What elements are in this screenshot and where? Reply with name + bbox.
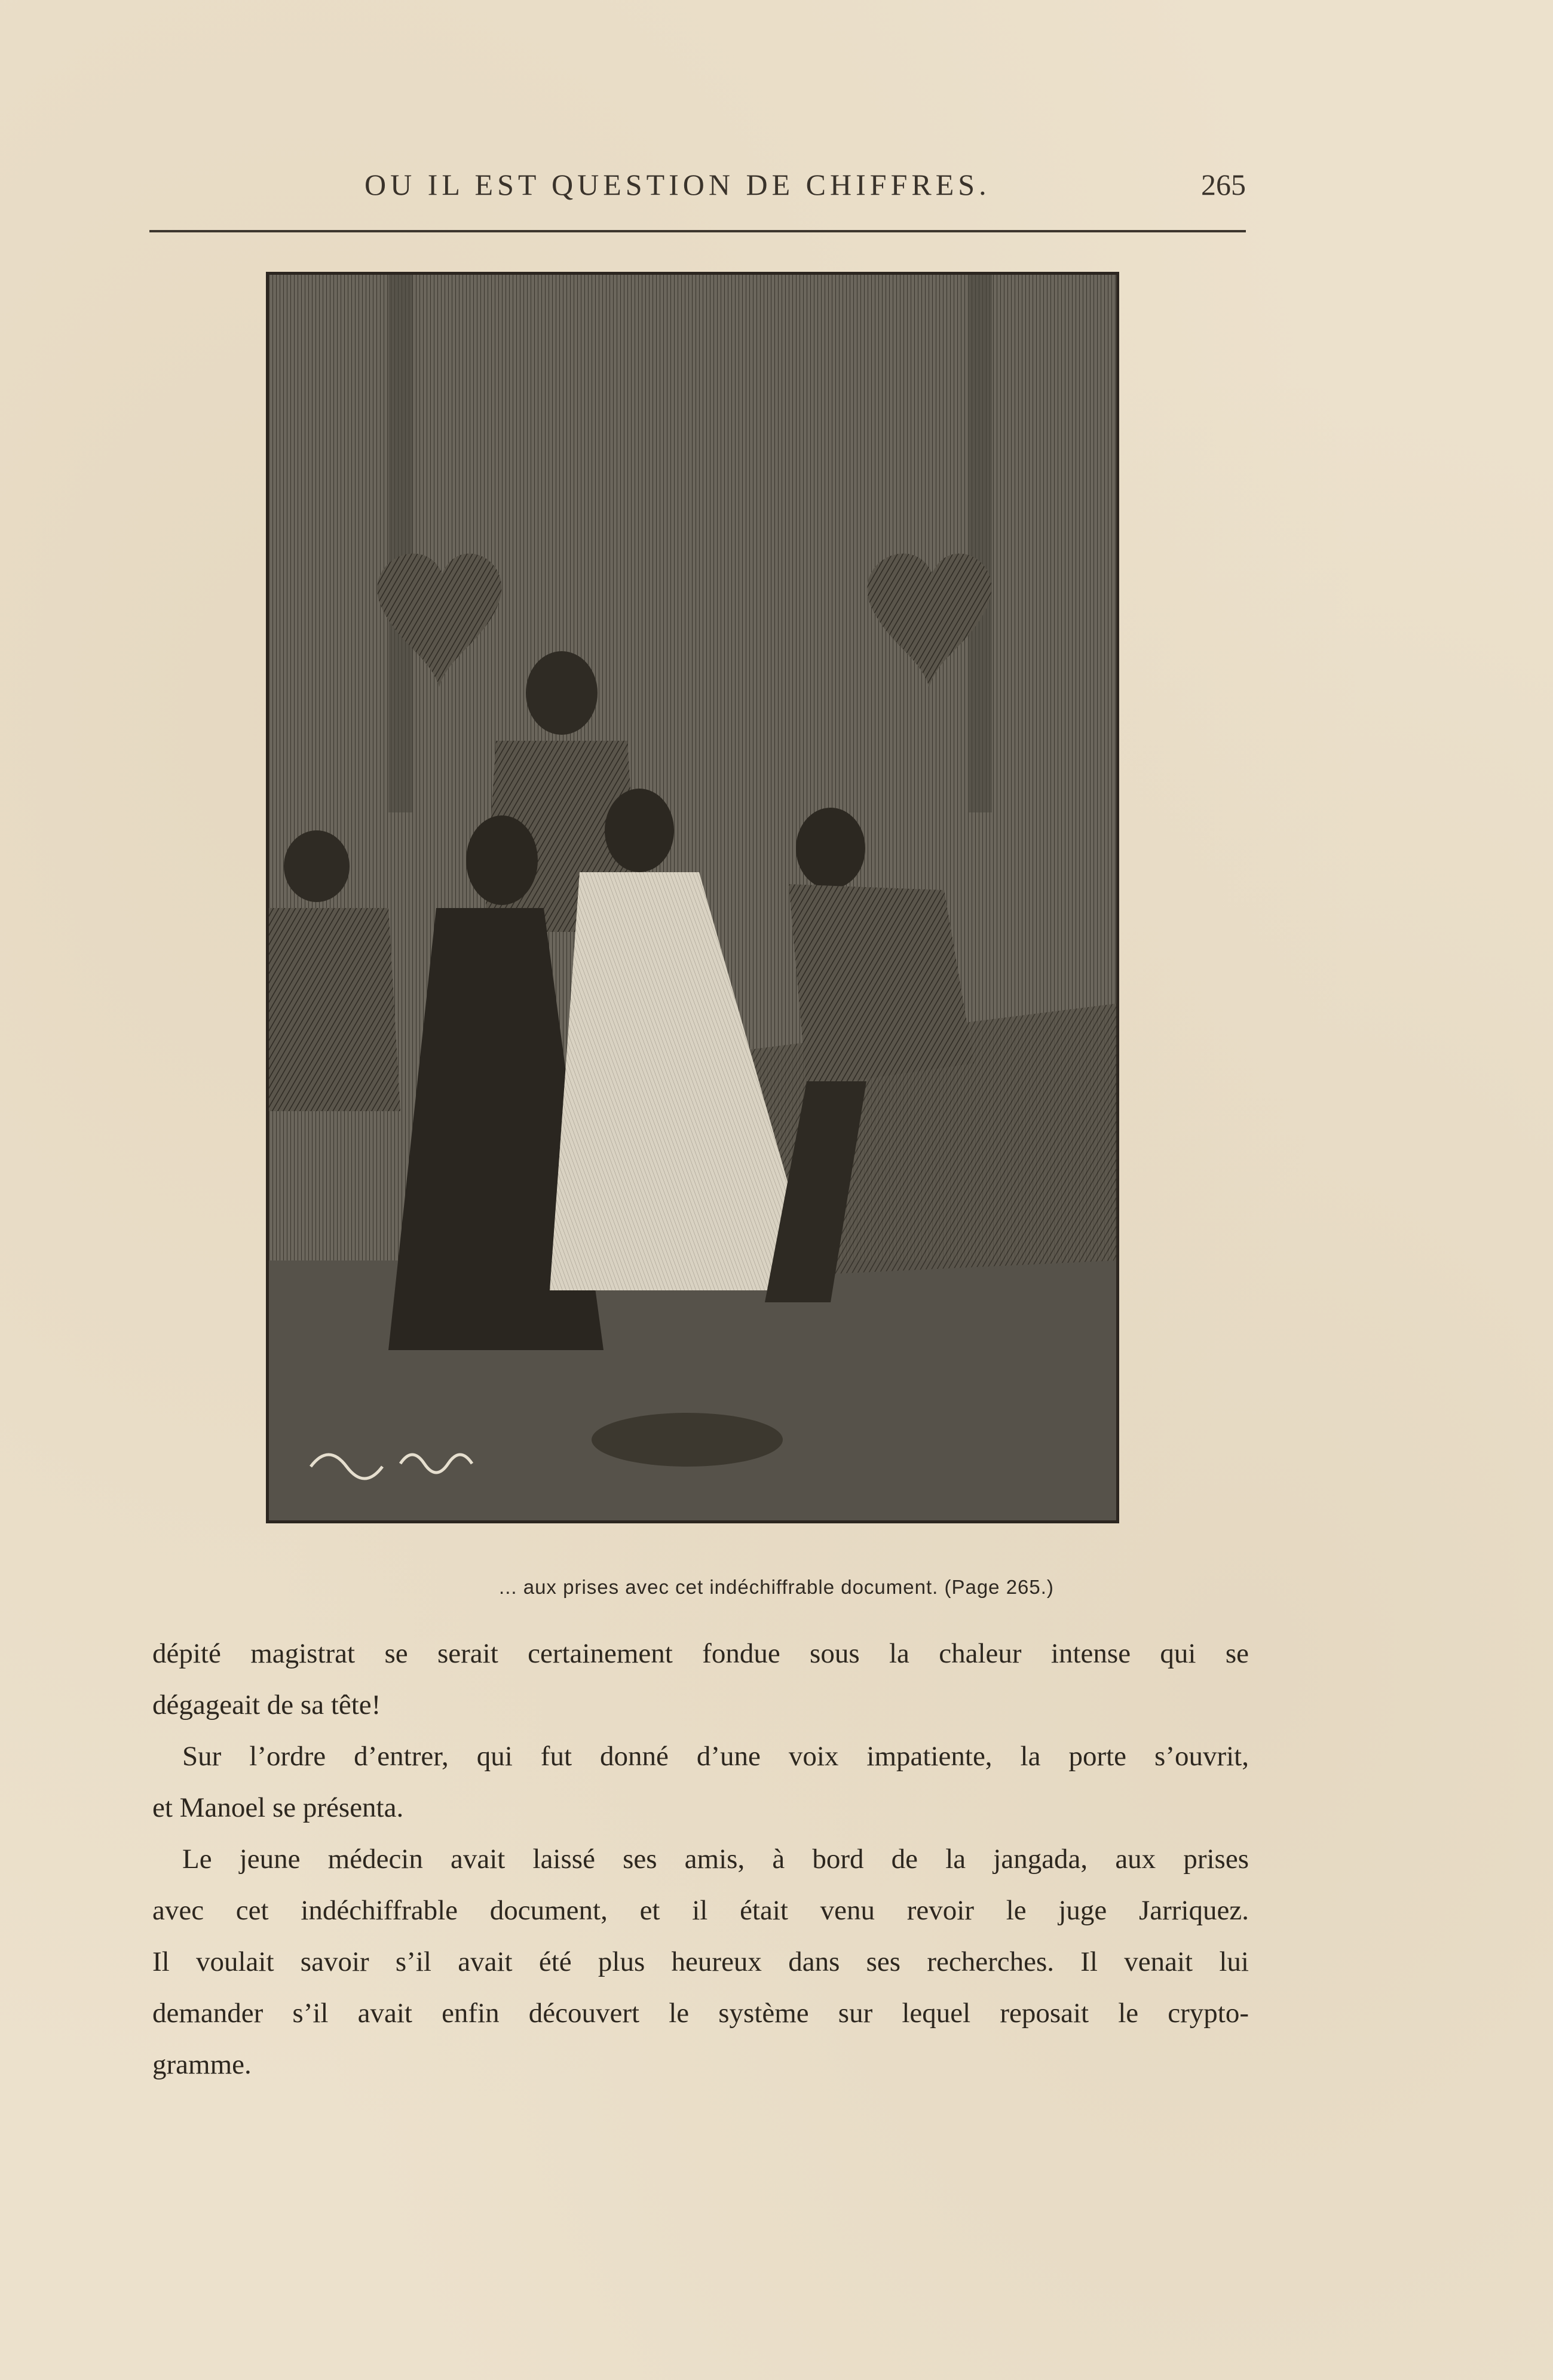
text-line: Il voulait savoir s’il avait été plus heureux dans ses recherches. Il venait lui: [152, 1946, 1249, 1977]
text-line: demander s’il avait enfin découvert le système sur lequel reposait le crypto-: [152, 1998, 1249, 2029]
text-line: gramme.: [152, 2049, 252, 2080]
engraving-illustration: [266, 272, 1119, 1523]
body-text: [152, 1628, 1249, 2090]
page-header: [149, 161, 1246, 209]
text-line: Sur l’ordre d’entrer, qui fut donné d’une voix impatiente, la porte s’ouvrit,: [182, 1741, 1249, 1772]
text-line: Le jeune médecin avait laissé ses amis, à bord de la jangada, aux prises: [182, 1844, 1249, 1875]
text-line: avec cet indéchiffrable document, et il était venu revoir le juge Jarriquez.: [152, 1895, 1249, 1926]
text-line: dépité magistrat se serait certainement fondue sous la chaleur intense qui se: [152, 1638, 1249, 1669]
running-head: OU IL EST QUESTION DE CHIFFRES.: [364, 168, 991, 201]
page-number: 265: [1201, 168, 1246, 201]
text-line: et Manoel se présenta.: [152, 1792, 404, 1823]
header-rule: [149, 230, 1246, 232]
text-line: dégageait de sa tête!: [152, 1689, 381, 1720]
figure-caption: ... aux prises avec cet indéchiffrable document. (Page 265.): [499, 1576, 1054, 1598]
